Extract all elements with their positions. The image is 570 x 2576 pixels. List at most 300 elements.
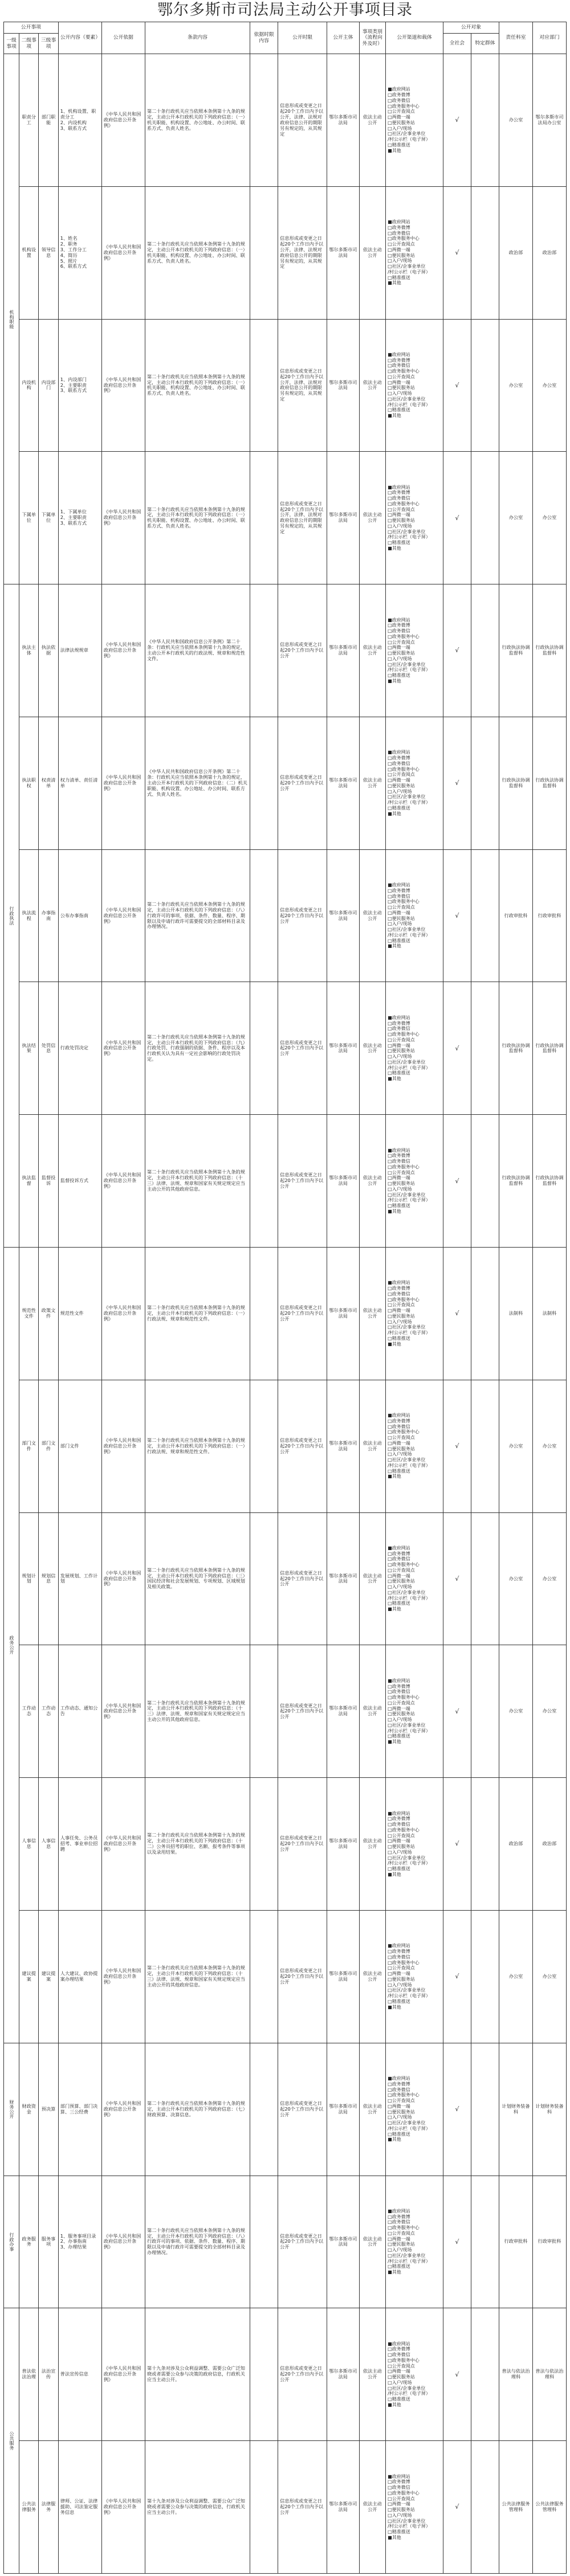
channel-item: □入户/现场 bbox=[388, 788, 412, 794]
contact-cell: 办公室 bbox=[532, 1645, 566, 1778]
level1-cell: 财务公开 bbox=[4, 2043, 19, 2176]
header-subject: 公开主体 bbox=[327, 22, 359, 54]
channel-item: □入户/现场 bbox=[388, 2379, 412, 2385]
content-cell: 法律法规规章 bbox=[58, 584, 101, 717]
mode-cell: 依法主动公开 bbox=[359, 1115, 386, 1248]
article-cell: 第二十条行政机关应当依照本条例第十九条的规定，主动公开本行政机关的下列政府信息：（三）国民经济和社会发展规划、专项规划、区域规划及相关政策。 bbox=[145, 1512, 250, 1645]
article-cell: 《中华人民共和国政府信息公开条例》第二十条：行政机关应当依照本条例第十九条的规定，主动公开本行政机关的行政法规、规章和规范性文件。 bbox=[145, 584, 250, 717]
channel-item: /村公示栏（电子屏） bbox=[388, 1993, 430, 1999]
specific-group-cell bbox=[471, 2308, 499, 2441]
channel-item: □社区/企事业单位 bbox=[388, 1589, 426, 1595]
time-limit-cell bbox=[250, 1778, 278, 1911]
specific-group-cell bbox=[471, 2176, 499, 2308]
channel-item: □政务微信 bbox=[388, 893, 410, 899]
channel-item: □精准推送 bbox=[388, 2264, 410, 2270]
channel-item: □便民服务站 bbox=[388, 2109, 415, 2115]
channel-item: □精准推送 bbox=[388, 1601, 410, 1606]
contact-cell: 办公室 bbox=[532, 319, 566, 452]
channel-item: ■其他 bbox=[388, 1076, 401, 1082]
all-society-check: √ bbox=[443, 717, 471, 849]
content-cell: 部门预算、部门决算、三公经费 bbox=[58, 2043, 101, 2176]
channel-item: □公开查阅点 bbox=[388, 1170, 415, 1175]
channel-item: □两微一端 bbox=[388, 1971, 410, 1977]
specific-group-cell bbox=[471, 584, 499, 717]
contact-cell: 法制科 bbox=[532, 1248, 566, 1380]
channel-item: □两微一端 bbox=[388, 645, 410, 651]
level2-cell: 下属单位 bbox=[19, 452, 39, 584]
header-specific-group: 特定群体 bbox=[471, 34, 499, 54]
channel-item: □政务服务中心 bbox=[388, 1695, 420, 1700]
duty-unit-cell: 行政审批科 bbox=[499, 2176, 533, 2308]
channel-item: ■政府网站 bbox=[388, 87, 410, 92]
mode-cell: 依法主动公开 bbox=[359, 452, 386, 584]
channel-item: ■政府网站 bbox=[388, 1015, 410, 1020]
mode-cell: 依法主动公开 bbox=[359, 1512, 386, 1645]
time-cell: 信息形成或变更之日起20个工作日内予以公开，法律、法规对政府信息公开的期限另有规定的，从其规定 bbox=[278, 54, 327, 187]
channel-item: □政务微信 bbox=[388, 1291, 410, 1297]
subject-cell: 鄂尔多斯市司法局 bbox=[327, 2176, 359, 2308]
time-cell: 信息形成或变更之日起20个工作日内予以公开，法律、法规对政府信息公开的期限另有规定的，从其规定 bbox=[278, 319, 327, 452]
channel-item: □政务微博 bbox=[388, 755, 410, 761]
channel-item: □社区/企事业单位 bbox=[388, 661, 426, 667]
specific-group-cell bbox=[471, 1380, 499, 1512]
channel-item: □政务微信 bbox=[388, 1689, 410, 1695]
header-all-society: 全社会 bbox=[443, 34, 471, 54]
channel-item: ■其他 bbox=[388, 1606, 401, 1612]
header-content: 公开内容（要素） bbox=[58, 22, 101, 54]
channel-item: □入户/现场 bbox=[388, 258, 412, 264]
channel-cell bbox=[386, 1115, 443, 1248]
basis-cell: 《中华人民共和国政府信息公开条例》 bbox=[101, 1115, 145, 1248]
channel-item: □政务服务中心 bbox=[388, 236, 420, 242]
time-cell: 信息形成或变更之日起20个工作日内予以公开 bbox=[278, 849, 327, 982]
channel-item: □两微一端 bbox=[388, 1175, 410, 1181]
all-society-check: √ bbox=[443, 1115, 471, 1248]
mode-cell: 依法主动公开 bbox=[359, 1645, 386, 1778]
channel-item: □政务微博 bbox=[388, 888, 410, 893]
contact-cell: 行政审批科 bbox=[532, 2176, 566, 2308]
contact-cell: 办公室 bbox=[532, 1380, 566, 1512]
basis-cell: 《中华人民共和国政府信息公开条例》 bbox=[101, 186, 145, 319]
channel-item: □入户/现场 bbox=[388, 1849, 412, 1855]
level3-cell: 预决算 bbox=[39, 2043, 58, 2176]
channel-item: □精准推送 bbox=[388, 1203, 410, 1209]
channel-item: □便民服务站 bbox=[388, 1711, 415, 1717]
channel-item: □两微一端 bbox=[388, 1706, 410, 1711]
channel-item: □两微一端 bbox=[388, 910, 410, 915]
specific-group-cell bbox=[471, 54, 499, 187]
basis-cell: 《中华人民共和国政府信息公开条例》 bbox=[101, 1778, 145, 1911]
content-cell: 人事任免、公务员招考、事业单位招聘 bbox=[58, 1778, 101, 1911]
channel-item: ■其他 bbox=[388, 1871, 401, 1877]
table-row bbox=[4, 54, 567, 187]
mode-cell: 依法主动公开 bbox=[359, 1778, 386, 1911]
channel-item: ■其他 bbox=[388, 2004, 401, 2010]
level3-cell: 人事信息 bbox=[39, 1778, 58, 1911]
channel-cell bbox=[386, 1512, 443, 1645]
time-cell: 信息形成或变更之日起20个工作日内予以公开 bbox=[278, 1248, 327, 1380]
table-row bbox=[4, 186, 567, 319]
channel-item: □便民服务站 bbox=[388, 252, 415, 258]
all-society-check: √ bbox=[443, 2308, 471, 2441]
content-cell: 部门文件 bbox=[58, 1380, 101, 1512]
all-society-check: √ bbox=[443, 1512, 471, 1645]
all-society-check: √ bbox=[443, 1645, 471, 1778]
channel-cell bbox=[386, 717, 443, 849]
content-cell: 行政处罚决定 bbox=[58, 982, 101, 1115]
channel-item: □政务服务中心 bbox=[388, 103, 420, 109]
article-cell: 第十九条对涉及公众利益调整、需要公众广泛知晓或者需要公众参与决策的政府信息，行政机关应当主动公开。 bbox=[145, 2308, 250, 2441]
level3-cell: 工作动态 bbox=[39, 1645, 58, 1778]
channel-item: /村公示栏（电子屏） bbox=[388, 2258, 430, 2264]
subject-cell: 鄂尔多斯市司法局 bbox=[327, 1645, 359, 1778]
channel-item: ■政府网站 bbox=[388, 1413, 410, 1418]
channel-item: □社区/企事业单位 bbox=[388, 264, 426, 269]
time-cell: 信息形成或变更之日起20个工作日内予以公开 bbox=[278, 2441, 327, 2574]
channel-item: ■政府网站 bbox=[388, 1545, 410, 1551]
subject-cell: 鄂尔多斯市司法局 bbox=[327, 584, 359, 717]
all-society-check: √ bbox=[443, 1248, 471, 1380]
channel-item: □政务服务中心 bbox=[388, 2225, 420, 2231]
level3-cell: 部门职能 bbox=[39, 54, 58, 187]
level3-cell: 服务事项 bbox=[39, 2176, 58, 2308]
table-row bbox=[4, 2441, 567, 2574]
content-cell: 律师、公证、法律援助、司法鉴定服务信息 bbox=[58, 2441, 101, 2574]
mode-cell: 依法主动公开 bbox=[359, 584, 386, 717]
time-cell: 信息形成或变更之日起20个工作日内予以公开 bbox=[278, 1778, 327, 1911]
channel-item: ■政府网站 bbox=[388, 1280, 410, 1286]
article-cell: 第二十条行政机关应当依照本条例第十九条的规定，主动公开本行政机关的下列政府信息：（一）机关职能、机构设置、办公地址、办公时间、联系方式、负责人姓名。 bbox=[145, 319, 250, 452]
channel-item: ■其他 bbox=[388, 811, 401, 816]
channel-item: □政务微信 bbox=[388, 97, 410, 103]
specific-group-cell bbox=[471, 1115, 499, 1248]
level2-cell: 职责分工 bbox=[19, 54, 39, 187]
basis-cell: 《中华人民共和国政府信息公开条例》 bbox=[101, 54, 145, 187]
time-cell: 信息形成或变更之日起20个工作日内予以公开 bbox=[278, 1910, 327, 2043]
table-row bbox=[4, 1115, 567, 1248]
channel-item: ■其他 bbox=[388, 413, 401, 419]
all-society-check: √ bbox=[443, 849, 471, 982]
duty-unit-cell: 办公室 bbox=[499, 54, 533, 187]
specific-group-cell bbox=[471, 1248, 499, 1380]
channel-cell bbox=[386, 1910, 443, 2043]
channel-item: ■政府网站 bbox=[388, 351, 410, 357]
table-row bbox=[4, 1910, 567, 2043]
duty-unit-cell: 行政执法协调监督科 bbox=[499, 982, 533, 1115]
channel-item: □公开查阅点 bbox=[388, 2098, 415, 2104]
specific-group-cell bbox=[471, 1512, 499, 1645]
channel-cell bbox=[386, 2441, 443, 2574]
header-article: 条款内容 bbox=[145, 22, 250, 54]
channel-item: □入户/现场 bbox=[388, 1584, 412, 1590]
channel-item: □精准推送 bbox=[388, 1468, 410, 1474]
channel-item: /村公示栏（电子屏） bbox=[388, 269, 430, 275]
time-cell: 信息形成或变更之日起20个工作日内予以公开 bbox=[278, 1645, 327, 1778]
specific-group-cell bbox=[471, 1910, 499, 2043]
basis-cell: 《中华人民共和国政府信息公开条例》 bbox=[101, 1645, 145, 1778]
article-cell: 第二十条行政机关应当依照本条例第十九条的规定，主动公开本行政机关的下列政府信息：（一）机关职能、机构设置、办公地址、办公时间、联系方式、负责人姓名。 bbox=[145, 54, 250, 187]
content-cell: 规范性文件 bbox=[58, 1248, 101, 1380]
header-level1: 一级事项 bbox=[4, 34, 19, 54]
level2-cell: 建议提案 bbox=[19, 1910, 39, 2043]
subject-cell: 鄂尔多斯市司法局 bbox=[327, 452, 359, 584]
channel-item: □政务微博 bbox=[388, 1683, 410, 1689]
header-contact: 对应部门 bbox=[532, 22, 566, 54]
level3-cell: 监督投诉 bbox=[39, 1115, 58, 1248]
channel-item: /村公示栏（电子屏） bbox=[388, 2524, 430, 2529]
contact-cell: 公共法律服务管理科 bbox=[532, 2441, 566, 2574]
article-cell: 第二十条行政机关应当依照本条例第十九条的规定，主动公开本行政机关的下列政府信息：（十三）法律、法规、规章和国家有关规定规定应当主动公开的其他政府信息。 bbox=[145, 1910, 250, 2043]
channel-item: /村公示栏（电子屏） bbox=[388, 1861, 430, 1866]
duty-unit-cell: 办公室 bbox=[499, 1910, 533, 2043]
duty-unit-cell: 办公室 bbox=[499, 319, 533, 452]
mode-cell: 依法主动公开 bbox=[359, 1910, 386, 2043]
table-row bbox=[4, 2308, 567, 2441]
level2-cell: 执法流程 bbox=[19, 849, 39, 982]
level1-cell: 政务公开 bbox=[4, 1248, 19, 2043]
all-society-check: √ bbox=[443, 2176, 471, 2308]
channel-item: □两微一端 bbox=[388, 2236, 410, 2242]
basis-cell: 《中华人民共和国政府信息公开条例》 bbox=[101, 1380, 145, 1512]
header-channel: 公开渠道和载体 bbox=[386, 22, 443, 54]
table-row bbox=[4, 1512, 567, 1645]
channel-item: /村公示栏（电子屏） bbox=[388, 932, 430, 938]
all-society-check: √ bbox=[443, 1380, 471, 1512]
channel-item: □政务微博 bbox=[388, 1816, 410, 1822]
channel-cell bbox=[386, 452, 443, 584]
specific-group-cell bbox=[471, 1645, 499, 1778]
channel-item: □入户/现场 bbox=[388, 2247, 412, 2253]
channel-item: □两微一端 bbox=[388, 1440, 410, 1446]
channel-item: ■政府网站 bbox=[388, 617, 410, 623]
channel-item: □政务微博 bbox=[388, 1020, 410, 1026]
channel-item: ■其他 bbox=[388, 2137, 401, 2142]
channel-item: □社区/企事业单位 bbox=[388, 1855, 426, 1861]
channel-item: □社区/企事业单位 bbox=[388, 1722, 426, 1728]
all-society-check: √ bbox=[443, 186, 471, 319]
channel-item: □入户/现场 bbox=[388, 391, 412, 396]
time-limit-cell bbox=[250, 717, 278, 849]
channel-item: ■其他 bbox=[388, 2402, 401, 2407]
specific-group-cell bbox=[471, 849, 499, 982]
level3-cell: 政策文件 bbox=[39, 1248, 58, 1380]
channel-item: □便民服务站 bbox=[388, 2507, 415, 2513]
basis-cell: 《中华人民共和国政府信息公开条例》 bbox=[101, 1248, 145, 1380]
header-time: 公开时限 bbox=[278, 22, 327, 54]
basis-cell: 《中华人民共和国政府信息公开条例》 bbox=[101, 2308, 145, 2441]
channel-item: ■政府网站 bbox=[388, 882, 410, 888]
header-level3: 三级事项 bbox=[39, 34, 58, 54]
channel-item: □公开查阅点 bbox=[388, 1833, 415, 1838]
table-row bbox=[4, 1645, 567, 1778]
table-row bbox=[4, 584, 567, 717]
channel-item: □精准推送 bbox=[388, 805, 410, 811]
disclosure-table bbox=[3, 22, 567, 2574]
channel-item: □便民服务站 bbox=[388, 1579, 415, 1584]
mode-cell: 依法主动公开 bbox=[359, 717, 386, 849]
channel-item: /村公示栏（电子屏） bbox=[388, 1728, 430, 1733]
channel-item: □便民服务站 bbox=[388, 1181, 415, 1187]
level1-cell: 行政执法 bbox=[4, 584, 19, 1248]
channel-item: ■政府网站 bbox=[388, 750, 410, 755]
specific-group-cell bbox=[471, 319, 499, 452]
channel-cell bbox=[386, 1645, 443, 1778]
level2-cell: 规范性文件 bbox=[19, 1248, 39, 1380]
level2-cell: 执法结果 bbox=[19, 982, 39, 1115]
level2-cell: 普法依法治理 bbox=[19, 2308, 39, 2441]
channel-item: □政务微博 bbox=[388, 1286, 410, 1291]
mode-cell: 依法主动公开 bbox=[359, 2043, 386, 2176]
channel-item: □政务服务中心 bbox=[388, 1164, 420, 1170]
specific-group-cell bbox=[471, 2043, 499, 2176]
duty-unit-cell: 行政执法协调监督科 bbox=[499, 717, 533, 849]
time-limit-cell bbox=[250, 1248, 278, 1380]
time-limit-cell bbox=[250, 2176, 278, 2308]
level3-cell: 执法依据 bbox=[39, 584, 58, 717]
subject-cell: 鄂尔多斯市司法局 bbox=[327, 2043, 359, 2176]
article-cell: 第二十条行政机关应当依照本条例第十九条的规定，主动公开本行政机关的下列政府信息：（八）行政许可的事项、依据、条件、数量、程序、期限以及申请行政许可需要提交的全部材料目录及办理情况。 bbox=[145, 849, 250, 982]
channel-item: □两微一端 bbox=[388, 379, 410, 385]
channel-item: □政务服务中心 bbox=[388, 1960, 420, 1965]
channel-cell bbox=[386, 1778, 443, 1911]
channel-item: □政务微博 bbox=[388, 490, 410, 496]
content-cell: 普法宣传信息 bbox=[58, 2308, 101, 2441]
channel-item: □政务微信 bbox=[388, 1822, 410, 1827]
content-cell: 1、姓名 2、职务 3、工作分工 4、简历 5、照片 6、联系方式 bbox=[58, 186, 101, 319]
channel-item: □两微一端 bbox=[388, 1838, 410, 1844]
channel-item: □社区/企事业单位 bbox=[388, 2385, 426, 2391]
time-limit-cell bbox=[250, 584, 278, 717]
channel-item: □便民服务站 bbox=[388, 120, 415, 125]
channel-item: ■其他 bbox=[388, 545, 401, 551]
duty-unit-cell: 政治部 bbox=[499, 186, 533, 319]
channel-item: □精准推送 bbox=[388, 275, 410, 280]
channel-item: ■政府网站 bbox=[388, 2076, 410, 2082]
channel-item: □入户/现场 bbox=[388, 1054, 412, 1060]
channel-item: □政务微信 bbox=[388, 2485, 410, 2491]
channel-item: ■其他 bbox=[388, 1739, 401, 1745]
channel-item: ■其他 bbox=[388, 2270, 401, 2275]
channel-item: □政务微信 bbox=[388, 1556, 410, 1562]
level3-cell: 法律服务 bbox=[39, 2441, 58, 2574]
channel-item: □政务微信 bbox=[388, 1424, 410, 1429]
channel-item: ■政府网站 bbox=[388, 219, 410, 225]
time-limit-cell bbox=[250, 982, 278, 1115]
basis-cell: 《中华人民共和国政府信息公开条例》 bbox=[101, 584, 145, 717]
duty-unit-cell: 法制科 bbox=[499, 1248, 533, 1380]
duty-unit-cell: 普法与依法治理科 bbox=[499, 2308, 533, 2441]
channel-item: □入户/现场 bbox=[388, 523, 412, 529]
channel-cell bbox=[386, 1248, 443, 1380]
content-cell: 人大建议、政协提案办理结果 bbox=[58, 1910, 101, 2043]
article-cell: 第二十条行政机关应当依照本条例第十九条的规定，主动公开本行政机关的下列政府信息：（一）机关职能、机构设置、办公地址、办公时间、联系方式、负责人姓名。 bbox=[145, 452, 250, 584]
channel-item: □精准推送 bbox=[388, 142, 410, 148]
specific-group-cell bbox=[471, 717, 499, 849]
channel-cell bbox=[386, 849, 443, 982]
all-society-check: √ bbox=[443, 2441, 471, 2574]
all-society-check: √ bbox=[443, 319, 471, 452]
channel-item: □社区/企事业单位 bbox=[388, 2518, 426, 2524]
channel-item: □社区/企事业单位 bbox=[388, 927, 426, 933]
level2-cell: 执法主体 bbox=[19, 584, 39, 717]
content-cell: 权力清单、责任清单 bbox=[58, 717, 101, 849]
channel-item: □政务微博 bbox=[388, 224, 410, 230]
content-cell: 1、服务事项目录 2、办事指南 3、办理结果 bbox=[58, 2176, 101, 2308]
channel-item: □两微一端 bbox=[388, 512, 410, 518]
level2-cell: 部门文件 bbox=[19, 1380, 39, 1512]
header-object: 公开对象 bbox=[443, 22, 499, 34]
time-cell: 信息形成或变更之日起20个工作日内予以公开，法律、法规对政府信息公开的期限另有规定的，从其规定 bbox=[278, 186, 327, 319]
header-public-items: 公开事项 bbox=[4, 22, 59, 34]
time-cell: 信息形成或变更之日起20个工作日内予以公开 bbox=[278, 2176, 327, 2308]
channel-item: ■政府网站 bbox=[388, 2473, 410, 2479]
channel-item: □社区/企事业单位 bbox=[388, 794, 426, 800]
contact-cell: 办公室 bbox=[532, 452, 566, 584]
channel-item: □公开查阅点 bbox=[388, 2496, 415, 2501]
all-society-check: √ bbox=[443, 1910, 471, 2043]
channel-item: □政务微博 bbox=[388, 1153, 410, 1159]
channel-item: □政务服务中心 bbox=[388, 2357, 420, 2363]
channel-item: □两微一端 bbox=[388, 2369, 410, 2374]
channel-item: □公开查阅点 bbox=[388, 1567, 415, 1573]
mode-cell: 依法主动公开 bbox=[359, 54, 386, 187]
content-cell: 公布办事指南 bbox=[58, 849, 101, 982]
contact-cell: 办公室 bbox=[532, 1910, 566, 2043]
channel-item: □政务服务中心 bbox=[388, 1032, 420, 1037]
all-society-check: √ bbox=[443, 1778, 471, 1911]
time-cell: 信息形成或变更之日起20个工作日内予以公开 bbox=[278, 2308, 327, 2441]
mode-cell: 依法主动公开 bbox=[359, 2441, 386, 2574]
time-cell: 信息形成或变更之日起20个工作日内予以公开 bbox=[278, 982, 327, 1115]
channel-item: ■其他 bbox=[388, 1341, 401, 1347]
basis-cell: 《中华人民共和国政府信息公开条例》 bbox=[101, 2441, 145, 2574]
channel-item: ■政府网站 bbox=[388, 2208, 410, 2214]
basis-cell: 《中华人民共和国政府信息公开条例》 bbox=[101, 2043, 145, 2176]
level3-cell: 建议提案 bbox=[39, 1910, 58, 2043]
channel-item: ■政府网站 bbox=[388, 1147, 410, 1153]
subject-cell: 鄂尔多斯市司法局 bbox=[327, 1115, 359, 1248]
channel-item: □社区/企事业单位 bbox=[388, 2120, 426, 2126]
channel-item: □便民服务站 bbox=[388, 1048, 415, 1054]
channel-item: □政务微博 bbox=[388, 2479, 410, 2485]
subject-cell: 鄂尔多斯市司法局 bbox=[327, 849, 359, 982]
channel-item: □入户/现场 bbox=[388, 1451, 412, 1457]
subject-cell: 鄂尔多斯市司法局 bbox=[327, 2441, 359, 2574]
channel-item: □精准推送 bbox=[388, 1866, 410, 1872]
channel-item: □政务服务中心 bbox=[388, 1297, 420, 1302]
channel-item: /村公示栏（电子屏） bbox=[388, 1065, 430, 1070]
subject-cell: 鄂尔多斯市司法局 bbox=[327, 2308, 359, 2441]
channel-item: □公开查阅点 bbox=[388, 109, 415, 115]
channel-item: □政务服务中心 bbox=[388, 766, 420, 772]
channel-item: □入户/现场 bbox=[388, 125, 412, 131]
channel-item: □政务微信 bbox=[388, 628, 410, 634]
level1-cell: 机构职能 bbox=[4, 54, 19, 584]
specific-group-cell bbox=[471, 1778, 499, 1911]
subject-cell: 鄂尔多斯市司法局 bbox=[327, 982, 359, 1115]
level3-cell: 下属单位 bbox=[39, 452, 58, 584]
channel-item: □政务微博 bbox=[388, 1418, 410, 1424]
time-cell: 信息形成或变更之日起20个工作日内予以公开 bbox=[278, 1380, 327, 1512]
channel-item: □政务服务中心 bbox=[388, 1562, 420, 1568]
channel-item: /村公示栏（电子屏） bbox=[388, 137, 430, 142]
table-row bbox=[4, 2176, 567, 2308]
mode-cell: 依法主动公开 bbox=[359, 2308, 386, 2441]
channel-item: □政务微信 bbox=[388, 1026, 410, 1032]
article-cell: 第二十条行政机关应当依照本条例第十九条的规定，主动公开本行政机关的下列政府信息：（一）机关职能、机构设置、办公地址、办公时间、联系方式、负责人姓名。 bbox=[145, 186, 250, 319]
channel-item: □社区/企事业单位 bbox=[388, 529, 426, 534]
channel-item: □入户/现场 bbox=[388, 1982, 412, 1988]
